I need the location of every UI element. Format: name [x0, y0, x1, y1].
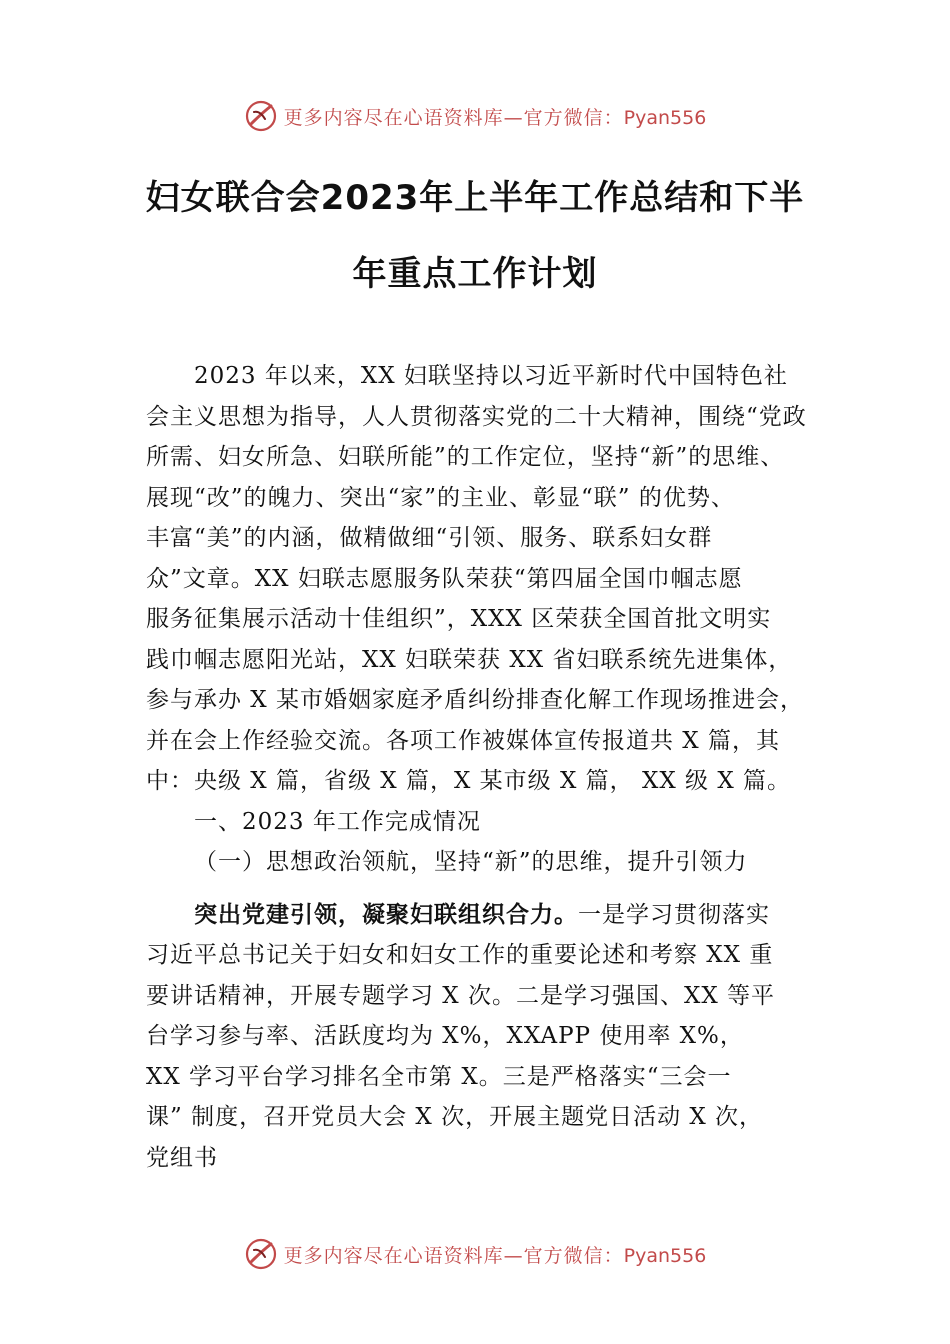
paragraph-lead-rest: 一是学习贯彻落实 — [578, 901, 770, 928]
text-line: 丰富“美”的内涵，做精做细“引领、服务、联系妇女群 — [146, 525, 713, 551]
text-line: 习近平总书记关于妇女和妇女工作的重要论述和考察 XX 重 — [146, 942, 774, 968]
watermark-id: Pyan556 — [623, 1244, 707, 1267]
brush-logo-icon — [244, 1237, 278, 1271]
section-heading: 一、2023 年工作完成情况 — [194, 808, 481, 835]
watermark-text: 更多内容尽在心语资料库—官方微信：Pyan556 — [283, 1244, 707, 1267]
watermark-text: 更多内容尽在心语资料库—官方微信：Pyan556 — [283, 106, 707, 129]
text-line: 中：央级 X 篇，省级 X 篇，X 某市级 X 篇， XX 级 X 篇。 — [146, 768, 792, 794]
watermark-header — [0, 96, 950, 136]
text-line: 并在会上作经验交流。各项工作被媒体宣传报道共 X 篇，其 — [146, 727, 780, 754]
subsection-heading: （一）思想政治领航，坚持“新”的思维，提升引领力 — [194, 849, 748, 875]
text-line: 党组书 — [146, 1144, 218, 1171]
paragraph-party-building — [146, 895, 836, 1179]
text-line: 2023 年以来，XX 妇联坚持以习近平新时代中国特色社 — [194, 363, 788, 389]
text-line: 众”文章。XX 妇联志愿服务队荣获“第四届全国巾帼志愿 — [146, 565, 743, 592]
text-line: 会主义思想为指导，人人贯彻落实党的二十大精神，围绕“党政 — [146, 403, 807, 430]
text-line: XX 学习平台学习排名全市第 X。三是严格落实“三会一 — [146, 1063, 732, 1090]
text-line: 践巾帼志愿阳光站，XX 妇联荣获 XX 省妇联系统先进集体， — [146, 646, 793, 673]
document-body — [146, 356, 836, 1178]
text-line: 展现“改”的魄力、突出“家”的主业、彰显“联” 的优势、 — [146, 484, 735, 511]
text-line: 参与承办 X 某市婚姻家庭矛盾纠纷排查化解工作现场推进会， — [146, 687, 804, 713]
title-line-1: 妇女联合会2023年上半年工作总结和下半 — [145, 178, 805, 218]
brush-logo-icon — [244, 99, 278, 133]
watermark-footer — [0, 1234, 950, 1274]
text-line — [146, 895, 836, 936]
document-title — [0, 160, 950, 312]
text-line: 所需、妇女所急、妇联所能”的工作定位，坚持“新”的思维、 — [146, 444, 785, 470]
text-line: 台学习参与率、活跃度均为 X%，XXAPP 使用率 X%， — [146, 1023, 744, 1049]
paragraph-intro — [146, 356, 836, 802]
text-line: 课” 制度，召开党员大会 X 次，开展主题党日活动 X 次， — [146, 1104, 764, 1130]
text-line: 要讲话精神，开展专题学习 X 次。二是学习强国、XX 等平 — [146, 982, 776, 1009]
title-line-2: 年重点工作计划 — [352, 254, 598, 294]
text-line: 服务征集展示活动十佳组织”，XXX 区荣获全国首批文明实 — [146, 606, 772, 632]
paragraph-lead: 突出党建引领，凝聚妇联组织合力。 — [194, 901, 578, 928]
watermark-id: Pyan556 — [623, 106, 707, 129]
